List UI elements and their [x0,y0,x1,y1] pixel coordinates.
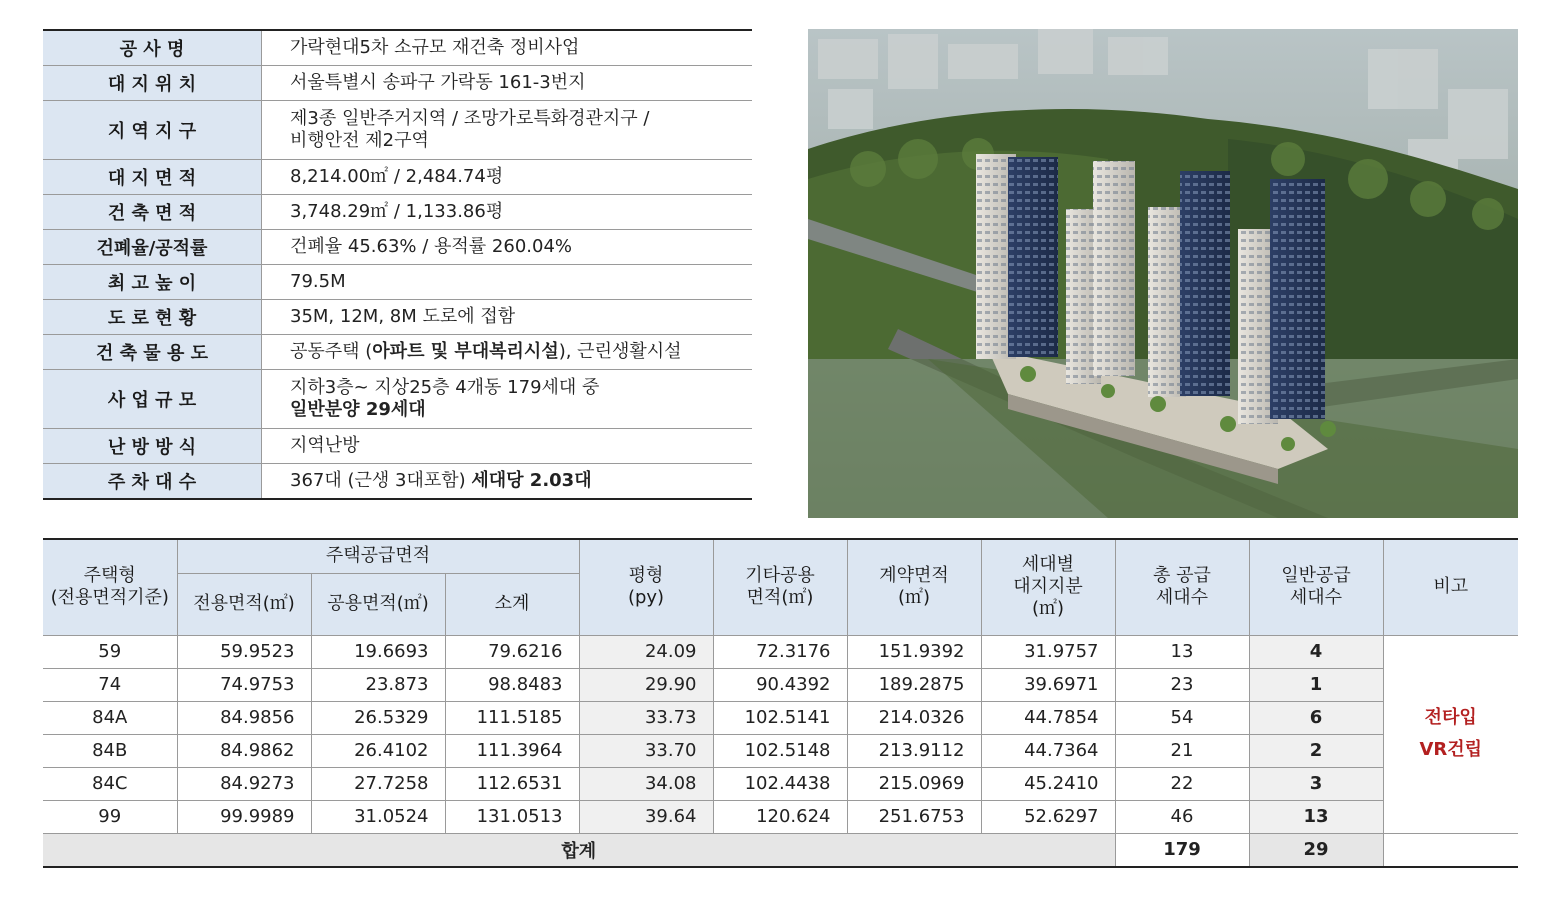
overview-label: 사 업 규 모 [43,370,262,429]
cell-type: 74 [43,668,177,701]
cell-total: 46 [1115,800,1249,833]
col-header-contract [847,539,981,635]
table-row [43,800,1518,833]
cell-pyeong: 24.09 [579,635,713,668]
overview-label: 난 방 방 식 [43,429,262,464]
col-header-land-share [981,539,1115,635]
overview-value: 8,214.00㎡ / 2,484.74평 [262,160,753,195]
cell-pyeong: 33.73 [579,701,713,734]
cell-common: 26.5329 [311,701,445,734]
overview-label: 공 사 명 [43,30,262,66]
header-text: 세대수 [1289,587,1343,609]
cell-contract: 214.0326 [847,701,981,734]
table-header-row [43,539,1518,573]
overview-value-line: 일반분양 29세대 [290,399,426,420]
cell-other: 102.5148 [713,734,847,767]
overview-label: 최 고 높 이 [43,265,262,300]
cell-contract: 213.9112 [847,734,981,767]
overview-row [43,195,752,230]
overview-label: 건 축 물 용 도 [43,335,262,370]
table-row [43,701,1518,734]
project-overview-table [43,29,752,500]
cell-exclusive: 99.9989 [177,800,311,833]
overview-row [43,30,752,66]
cell-total: 22 [1115,767,1249,800]
col-header-total-supply [1115,539,1249,635]
cell-common: 27.7258 [311,767,445,800]
overview-value: 35M, 12M, 8M 도로에 접함 [262,300,753,335]
cell-land: 44.7854 [981,701,1115,734]
cell-exclusive: 84.9856 [177,701,311,734]
overview-label: 건 축 면 적 [43,195,262,230]
overview-value: 서울특별시 송파구 가락동 161-3번지 [262,66,753,101]
overview-value: 건폐율 45.63% / 용적률 260.04% [262,230,753,265]
overview-value [262,464,753,500]
header-text: 계약면적 [879,565,949,587]
overview-value-line: 제3종 일반주거지역 / 조망가로특화경관지구 / [290,108,650,129]
cell-other: 72.3176 [713,635,847,668]
cell-subtotal: 98.8483 [445,668,579,701]
overview-row [43,66,752,101]
col-header-general-supply [1249,539,1383,635]
cell-type: 84A [43,701,177,734]
header-text: (전용면적기준) [50,587,169,609]
cell-type: 84B [43,734,177,767]
tower-1 [976,154,1058,359]
overview-label: 주 차 대 수 [43,464,262,500]
overview-label: 대 지 면 적 [43,160,262,195]
cell-general: 6 [1249,701,1383,734]
remarks-line: 전타입 [1424,707,1477,728]
col-header-exclusive: 전용면적(㎡) [177,573,311,635]
cell-subtotal: 111.3964 [445,734,579,767]
value-text: ), 근린생활시설 [558,341,682,362]
overview-row [43,160,752,195]
header-text: 면적(㎡) [746,587,814,609]
overview-row [43,265,752,300]
col-header-subtotal: 소계 [445,573,579,635]
cell-exclusive: 84.9273 [177,767,311,800]
overview-value [262,370,753,429]
cell-type: 99 [43,800,177,833]
total-label: 합계 [43,833,1115,867]
cell-contract: 189.2875 [847,668,981,701]
cell-common: 19.6693 [311,635,445,668]
overview-row [43,429,752,464]
header-text: (㎡) [1031,598,1065,620]
cell-pyeong: 29.90 [579,668,713,701]
header-text: 주택형 [83,565,136,587]
building-rendering-illustration [808,29,1518,518]
cell-pyeong: 33.70 [579,734,713,767]
header-text: 일반공급 [1281,565,1351,587]
cell-land: 44.7364 [981,734,1115,767]
cell-exclusive: 84.9862 [177,734,311,767]
header-text: (py) [627,587,665,609]
total-supply: 179 [1115,833,1249,867]
col-header-pyeong [579,539,713,635]
overview-row [43,335,752,370]
cell-remarks [1383,635,1518,833]
overview-label: 지 역 지 구 [43,101,262,160]
cell-exclusive: 74.9753 [177,668,311,701]
header-text: 대지지분 [1013,576,1083,598]
col-header-remarks: 비고 [1383,539,1518,635]
cell-contract: 215.0969 [847,767,981,800]
col-header-other-common [713,539,847,635]
cell-other: 102.4438 [713,767,847,800]
cell-other: 120.624 [713,800,847,833]
value-text: 367대 (근생 3대포함) [290,470,472,491]
cell-other: 102.5141 [713,701,847,734]
col-header-common: 공용면적(㎡) [311,573,445,635]
cell-common: 31.0524 [311,800,445,833]
overview-label: 대 지 위 치 [43,66,262,101]
overview-row [43,464,752,500]
cell-contract: 251.6753 [847,800,981,833]
overview-row [43,101,752,160]
remarks-line: VR건립 [1419,739,1483,760]
overview-label: 건폐율/공적률 [43,230,262,265]
cell-general: 13 [1249,800,1383,833]
cell-total: 54 [1115,701,1249,734]
cell-subtotal: 79.6216 [445,635,579,668]
overview-row [43,230,752,265]
header-text: 기타공용 [745,565,815,587]
cell-pyeong: 39.64 [579,800,713,833]
total-row [43,833,1518,867]
header-text: 세대별 [1021,554,1075,576]
cell-total: 23 [1115,668,1249,701]
cell-subtotal: 131.0513 [445,800,579,833]
cell-exclusive: 59.9523 [177,635,311,668]
cell-land: 52.6297 [981,800,1115,833]
cell-land: 31.9757 [981,635,1115,668]
overview-value: 가락현대5차 소규모 재건축 정비사업 [262,30,753,66]
cell-land: 39.6971 [981,668,1115,701]
cell-total: 21 [1115,734,1249,767]
cell-general: 4 [1249,635,1383,668]
overview-value [262,101,753,160]
cell-common: 26.4102 [311,734,445,767]
value-text: 공동주택 ( [290,341,373,362]
cell-general: 1 [1249,668,1383,701]
cell-common: 23.873 [311,668,445,701]
cell-type: 59 [43,635,177,668]
total-remarks-empty [1383,833,1518,867]
cell-subtotal: 111.5185 [445,701,579,734]
cell-pyeong: 34.08 [579,767,713,800]
overview-value-line: 비행안전 제2구역 [290,130,429,151]
header-text: (㎡) [897,587,931,609]
cell-contract: 151.9392 [847,635,981,668]
table-row [43,734,1518,767]
header-text: 총 공급 [1153,565,1211,587]
overview-value-line: 지하3층~ 지상25층 4개동 179세대 중 [290,377,600,398]
aerial-rendering-image [808,29,1518,518]
cell-other: 90.4392 [713,668,847,701]
cell-subtotal: 112.6531 [445,767,579,800]
overview-value: 79.5M [262,265,753,300]
col-header-supply-area: 주택공급면적 [177,539,579,573]
table-row [43,635,1518,668]
overview-label: 도 로 현 황 [43,300,262,335]
overview-value: 지역난방 [262,429,753,464]
cell-general: 3 [1249,767,1383,800]
overview-value: 3,748.29㎡ / 1,133.86평 [262,195,753,230]
cell-total: 13 [1115,635,1249,668]
col-header-type [43,539,177,635]
table-row [43,668,1518,701]
value-emphasis: 세대당 2.03대 [471,470,592,491]
header-text: 세대수 [1155,587,1209,609]
total-general: 29 [1249,833,1383,867]
unit-supply-table [43,538,1518,868]
overview-row [43,370,752,429]
cell-type: 84C [43,767,177,800]
value-emphasis: 아파트 및 부대복리시설 [372,341,559,362]
overview-value [262,335,753,370]
table-row [43,767,1518,800]
cell-land: 45.2410 [981,767,1115,800]
header-text: 평형 [628,565,664,587]
overview-row [43,300,752,335]
cell-general: 2 [1249,734,1383,767]
